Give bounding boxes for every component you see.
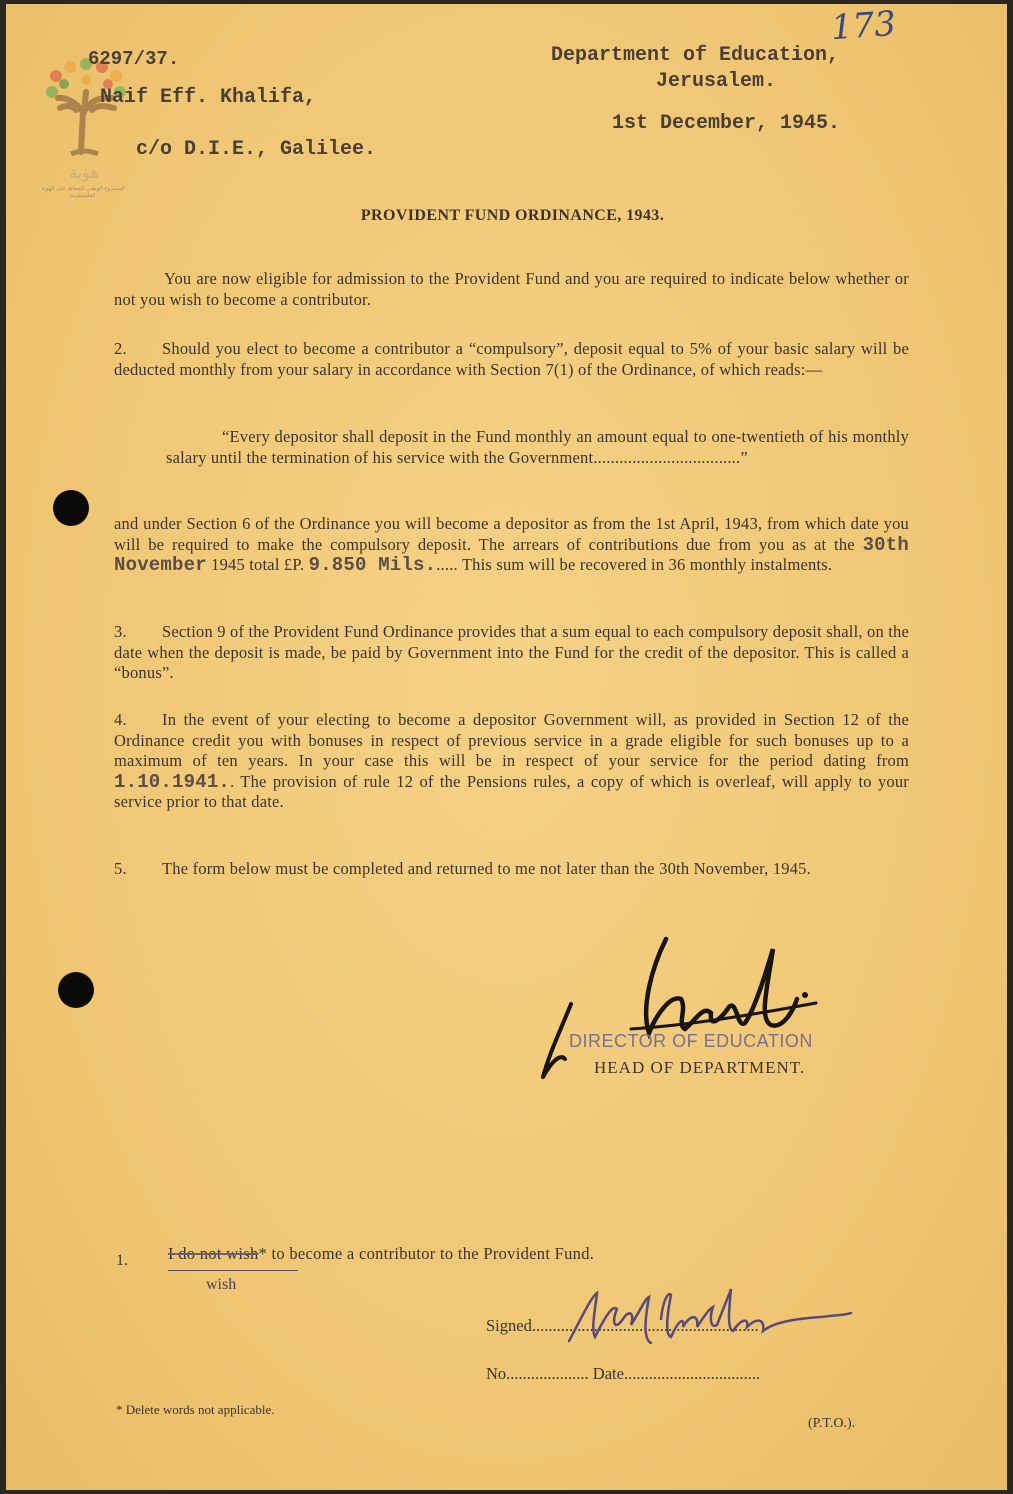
form-statement [168, 1244, 594, 1264]
department-city: Jerusalem. [656, 70, 777, 93]
no-label: No [486, 1364, 507, 1383]
form-underline [168, 1270, 298, 1271]
logo-wordmark: هوية [69, 163, 99, 182]
paragraph-4 [114, 710, 909, 813]
director-stamp: DIRECTOR OF EDUCATION [569, 1031, 813, 1051]
arrears-text-3: ..... This sum will be recovered in 36 monthly instalments. [436, 555, 833, 574]
folio-number: 173 [829, 4, 898, 49]
tree-logo-icon [36, 52, 131, 202]
footnote: * Delete words not applicable. [116, 1402, 275, 1417]
paragraph-4-text-1: In the event of your electing to become a depositor Government will, as provided in Section 12 of the Ordinance credit you with bonuses in respect of previous service in a grade eligible for such bonuses up to a maximum of ten years. In your case this will be in respect of your service for the period dating from [114, 710, 909, 770]
logo-caption: المشروع الوطني للحفاظ على الهوية الفلسطينية [41, 186, 125, 199]
form-statement-text: to become a contributor to the Provident Fund. [267, 1244, 595, 1263]
arrears-text-2: 1945 total £P. [206, 555, 305, 574]
paragraph-4-text-2: . The provision of rule 12 of the Pensions rules, a copy of which is overleaf, will apply to your service prior to that date. [114, 771, 909, 811]
letter-date: 1st December, 1945. [612, 112, 841, 135]
head-of-department-title: HEAD OF DEPARTMENT. [594, 1058, 806, 1077]
director-signature [531, 929, 831, 1079]
struck-do-not-wish: I do not wish [168, 1244, 259, 1263]
paragraph-5 [114, 859, 909, 880]
paragraph-4-number: 4. [114, 710, 127, 729]
contributor-signature [546, 1279, 856, 1359]
addressee-care-of: c/o D.I.E., Galilee. [136, 138, 377, 161]
arrears-amount-filled: 9.850 Mils. [308, 554, 437, 576]
paragraph-1: You are now eligible for admission to the Provident Fund and you are required to indicate below whether or not you wish to become a contributor. [114, 269, 909, 309]
signed-dots: ....................................................... [531, 1316, 759, 1335]
punch-hole-top [53, 490, 89, 526]
reference-number: 6297/37. [88, 48, 180, 70]
paragraph-5-text: The form below must be completed and returned to me not later than the 30th November, 1945. [162, 859, 811, 878]
date-label: Date [592, 1364, 624, 1383]
please-turn-over: (P.T.O.). [808, 1416, 856, 1431]
arrears-date-filled: 30th November [114, 533, 909, 576]
form-item-number: 1. [116, 1252, 128, 1269]
arrears-text-1: and under Section 6 of the Ordinance you will become a depositor as from the 1st April, 1943, from which date you will be required to make the compulsory deposit. The arrears of contributions due from you as at the [114, 514, 909, 554]
department-name: Department of Education, [551, 44, 840, 67]
document-title: PROVIDENT FUND ORDINANCE, 1943. [360, 207, 665, 224]
paragraph-5-number: 5. [114, 859, 127, 878]
no-dots: .................... [506, 1364, 589, 1383]
ordinance-quote: “Every depositor shall deposit in the Fund monthly an amount equal to one-twentieth of his monthly salary until the termination of his service with the Government..................................” [166, 427, 909, 467]
number-date-fields [486, 1364, 760, 1384]
paragraph-2-text: Should you elect to become a contributor a “compulsory”, deposit equal to 5% of your basic salary will be deducted monthly from your salary in accordance with Section 7(1) of the Ordinance, of which reads:— [114, 339, 909, 379]
punch-hole-bottom [58, 972, 94, 1008]
signed-label: Signed [486, 1316, 532, 1335]
handwritten-wish: wish [206, 1276, 237, 1293]
form-asterisk: * [258, 1244, 268, 1263]
service-date-filled: 1.10.1941. [114, 770, 231, 793]
paragraph-arrears [114, 514, 909, 576]
paragraph-2 [114, 339, 909, 380]
paragraph-3-number: 3. [114, 622, 127, 641]
paragraph-3-text: Section 9 of the Provident Fund Ordinance provides that a sum equal to each compulsory deposit shall, on the date when the deposit is made, be paid by Government into the Fund for the credit of the depositor. This is called a “bonus”. [114, 622, 909, 682]
date-dots: ................................. [623, 1364, 761, 1383]
paragraph-2-number: 2. [114, 339, 127, 358]
paragraph-3 [114, 622, 909, 684]
addressee-name: Naif Eff. Khalifa, [100, 86, 317, 109]
document-page [6, 4, 1007, 1490]
